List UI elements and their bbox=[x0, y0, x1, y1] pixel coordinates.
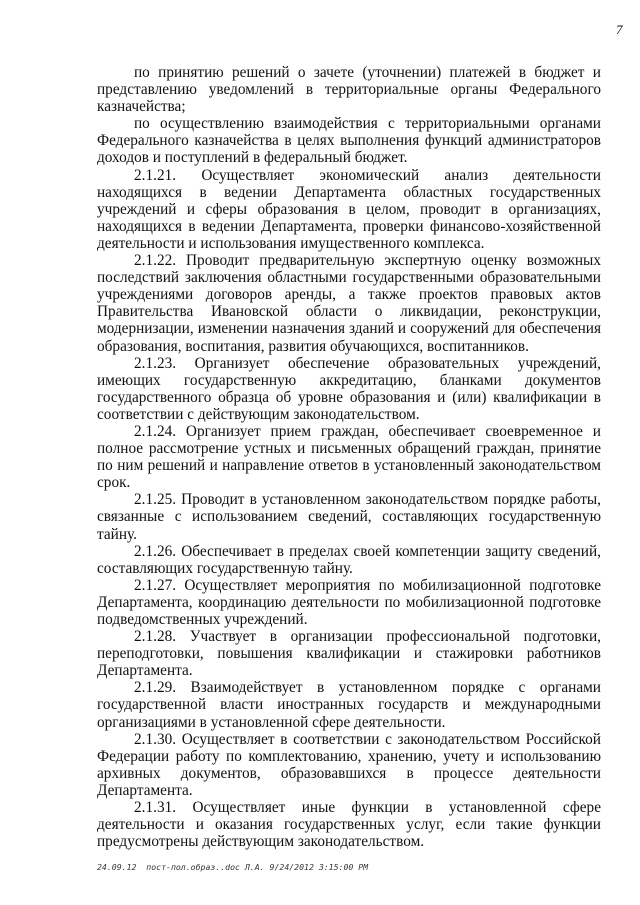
document-body bbox=[97, 64, 601, 850]
paragraph: 2.1.21. Осуществляет экономический анализ деятельности находящихся в ведении Департамента областных государственных учреждений и сферы образования в целом, проводит в организациях, находящихся в ведении Департамента, проверки финансово-хозяйственной деятельности и использования имущественного комплекса. bbox=[97, 166, 601, 252]
paragraph: 2.1.26. Обеспечивает в пределах своей компетенции защиту сведений, составляющих государственную тайну. bbox=[97, 542, 601, 577]
paragraph: 2.1.22. Проводит предварительную экспертную оценку возможных последствий заключения областными государственными образовательными учреждениями договоров аренды, а также проектов правовых актов Правительства Ивановской области о ликвидации, реконструкции, модернизации, изменении назначения зданий и сооружений для обеспечения образования, воспитания, развития обучающихся, воспитанников. bbox=[97, 252, 601, 355]
paragraph: 2.1.23. Организует обеспечение образовательных учреждений, имеющих государственную аккредитацию, бланками документов государственного образца об уровне образования и (или) квалификации в соответствии с действующим законодательством. bbox=[97, 354, 601, 423]
paragraph: 2.1.25. Проводит в установленном законодательством порядке работы, связанные с использованием сведений, составляющих государственную тайну. bbox=[97, 491, 601, 543]
paragraph: 2.1.24. Организует прием граждан, обеспечивает своевременное и полное рассмотрение устных и письменных обращений граждан, принятие по ним решений и направление ответов в установленный законодательством срок. bbox=[97, 422, 601, 492]
page-number: 7 bbox=[616, 22, 623, 37]
paragraph: по принятию решений о зачете (уточнении) платежей в бюджет и представлению уведомлений в территориальные органы Федерального казначейства; bbox=[97, 64, 601, 116]
paragraph: 2.1.29. Взаимодействует в установленном порядке с органами государственной власти иностранных государств и международными организациями в установленной сфере деятельности. bbox=[97, 679, 601, 731]
paragraph: 2.1.28. Участвует в организации профессиональной подготовки, переподготовки, повышения квалификации и стажировки работников Департамента. bbox=[97, 628, 601, 680]
paragraph: 2.1.30. Осуществляет в соответствии с законодательством Российской Федерации работу по комплектованию, хранению, учету и использованию архивных документов, образовавшихся в процессе деятельности Департамента. bbox=[97, 730, 601, 799]
paragraph: 2.1.27. Осуществляет мероприятия по мобилизационной подготовке Департамента, координацию деятельности по мобилизационной подготовке подведомственных учреждений. bbox=[97, 576, 601, 628]
paragraph: 2.1.31. Осуществляет иные функции в установленной сфере деятельности и оказания государственных услуг, если такие функции предусмотрены действующим законодательством. bbox=[97, 799, 601, 851]
document-footer: 24.09.12 пост-пол.образ..doc Л.А. 9/24/2012 3:15:00 PM bbox=[97, 862, 369, 872]
paragraph: по осуществлению взаимодействия с территориальными органами Федерального казначейства в целях выполнения функций администраторов доходов и поступлений в федеральный бюджет. bbox=[97, 115, 601, 167]
